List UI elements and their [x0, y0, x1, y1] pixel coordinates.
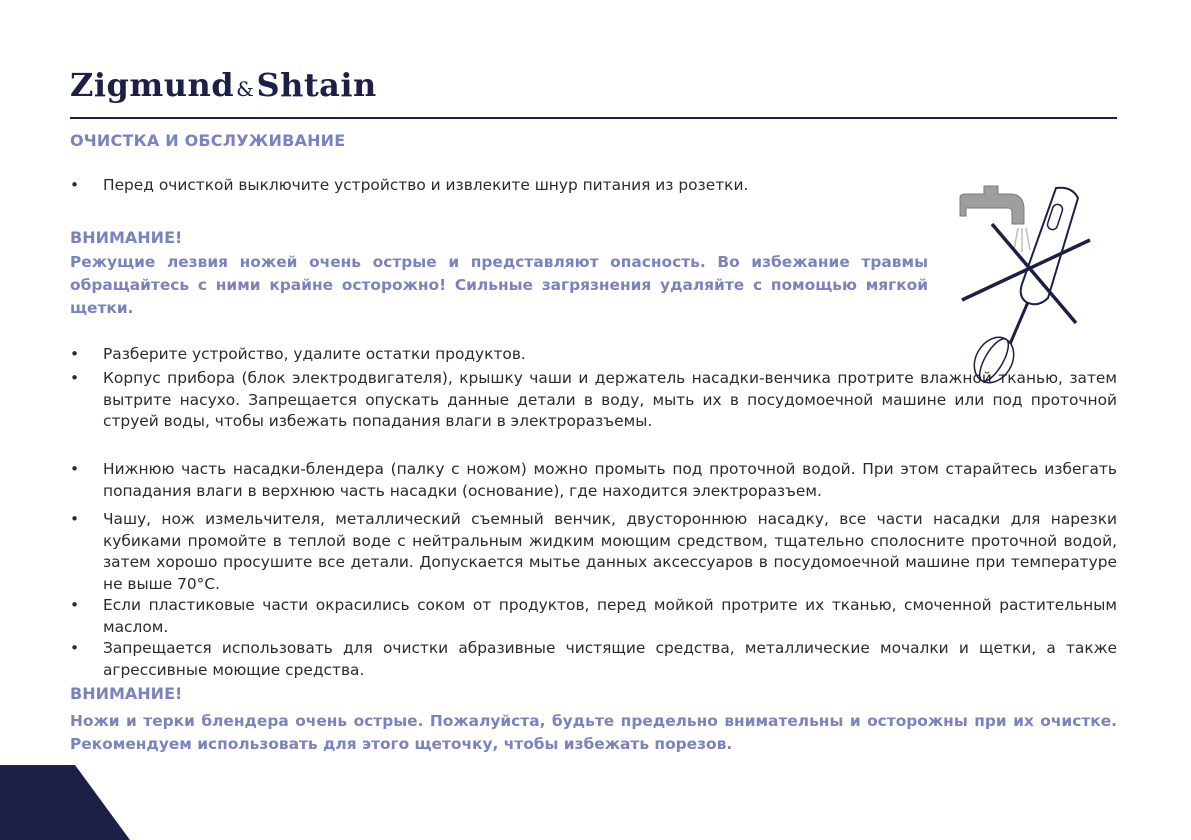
brand-name-part2: Shtain: [256, 66, 377, 104]
no-washing-under-tap-icon: [952, 178, 1102, 388]
warning-title: ВНИМАНИЕ!: [70, 228, 183, 247]
bullet-icon: •: [70, 369, 80, 387]
warning-text: Ножи и терки блендера очень острые. Пожалуйста, будьте предельно внимательны и осторожны при их очистке. Рекомендуем использовать для этого щеточку, чтобы избежать порезов.: [70, 712, 1117, 753]
list-item-text: Разберите устройство, удалите остатки продуктов.: [103, 345, 526, 363]
list-item-text: Если пластиковые части окрасились соком от продуктов, перед мойкой протрите их тканью, смоченной растительным маслом.: [103, 596, 1117, 636]
bullet-icon: •: [70, 460, 80, 478]
warning-text: Режущие лезвия ножей очень острые и представляют опасность. Во избежание травмы обращайтесь с ними крайне осторожно! Сильные загрязнения удаляйте с помощью мягкой щетки.: [70, 253, 928, 317]
list-item-text: Нижнюю часть насадки-блендера (палку с ножом) можно промыть под проточной водой. При этом старайтесь избегать попадания влаги в верхнюю часть насадки (основание), где находится электроразъем.: [103, 460, 1117, 500]
brand-logo: [70, 66, 377, 104]
list-item: [70, 344, 930, 366]
list-item-text: Перед очисткой выключите устройство и извлеките шнур питания из розетки.: [103, 176, 749, 194]
bullet-icon: •: [70, 596, 80, 614]
list-item: [70, 459, 1117, 502]
list-item: [70, 595, 1117, 638]
bullet-icon: •: [70, 639, 80, 657]
list-item: [70, 638, 1117, 681]
bullet-icon: •: [70, 510, 80, 528]
section-title: ОЧИСТКА И ОБСЛУЖИВАНИЕ: [70, 131, 346, 150]
list-item-text: Запрещается использовать для очистки абразивные чистящие средства, металлические мочалки и щетки, а также агрессивные моющие средства.: [103, 639, 1117, 679]
brand-ampersand: &: [236, 77, 255, 101]
bullet-icon: •: [70, 176, 80, 194]
header-divider: [70, 117, 1117, 119]
list-item: [70, 175, 930, 197]
warning-title: ВНИМАНИЕ!: [70, 684, 183, 703]
list-item-text: Чашу, нож измельчителя, металлический съемный венчик, двустороннюю насадку, все части насадки для нарезки кубиками промойте в теплой воде с нейтральным жидким моющим средством, тщательно сполосните проточной водой, затем хорошо просушите все детали. Допускается мытье данных аксессуаров в посудомоечной машине при температуре не выше 70°С.: [103, 510, 1117, 593]
list-item: [70, 509, 1117, 595]
bullet-icon: •: [70, 345, 80, 363]
list-item-text: Корпус прибора (блок электродвигателя), крышку чаши и держатель насадки-венчика протрите влажной тканью, затем вытрите насухо. Запрещается опускать данные детали в воду, мыть их в посудомоечной машине или под проточной струей воды, чтобы избежать попадания влаги в электроразъемы.: [103, 369, 1117, 430]
corner-decoration: [0, 765, 130, 840]
brand-name-part1: Zigmund: [70, 66, 235, 104]
